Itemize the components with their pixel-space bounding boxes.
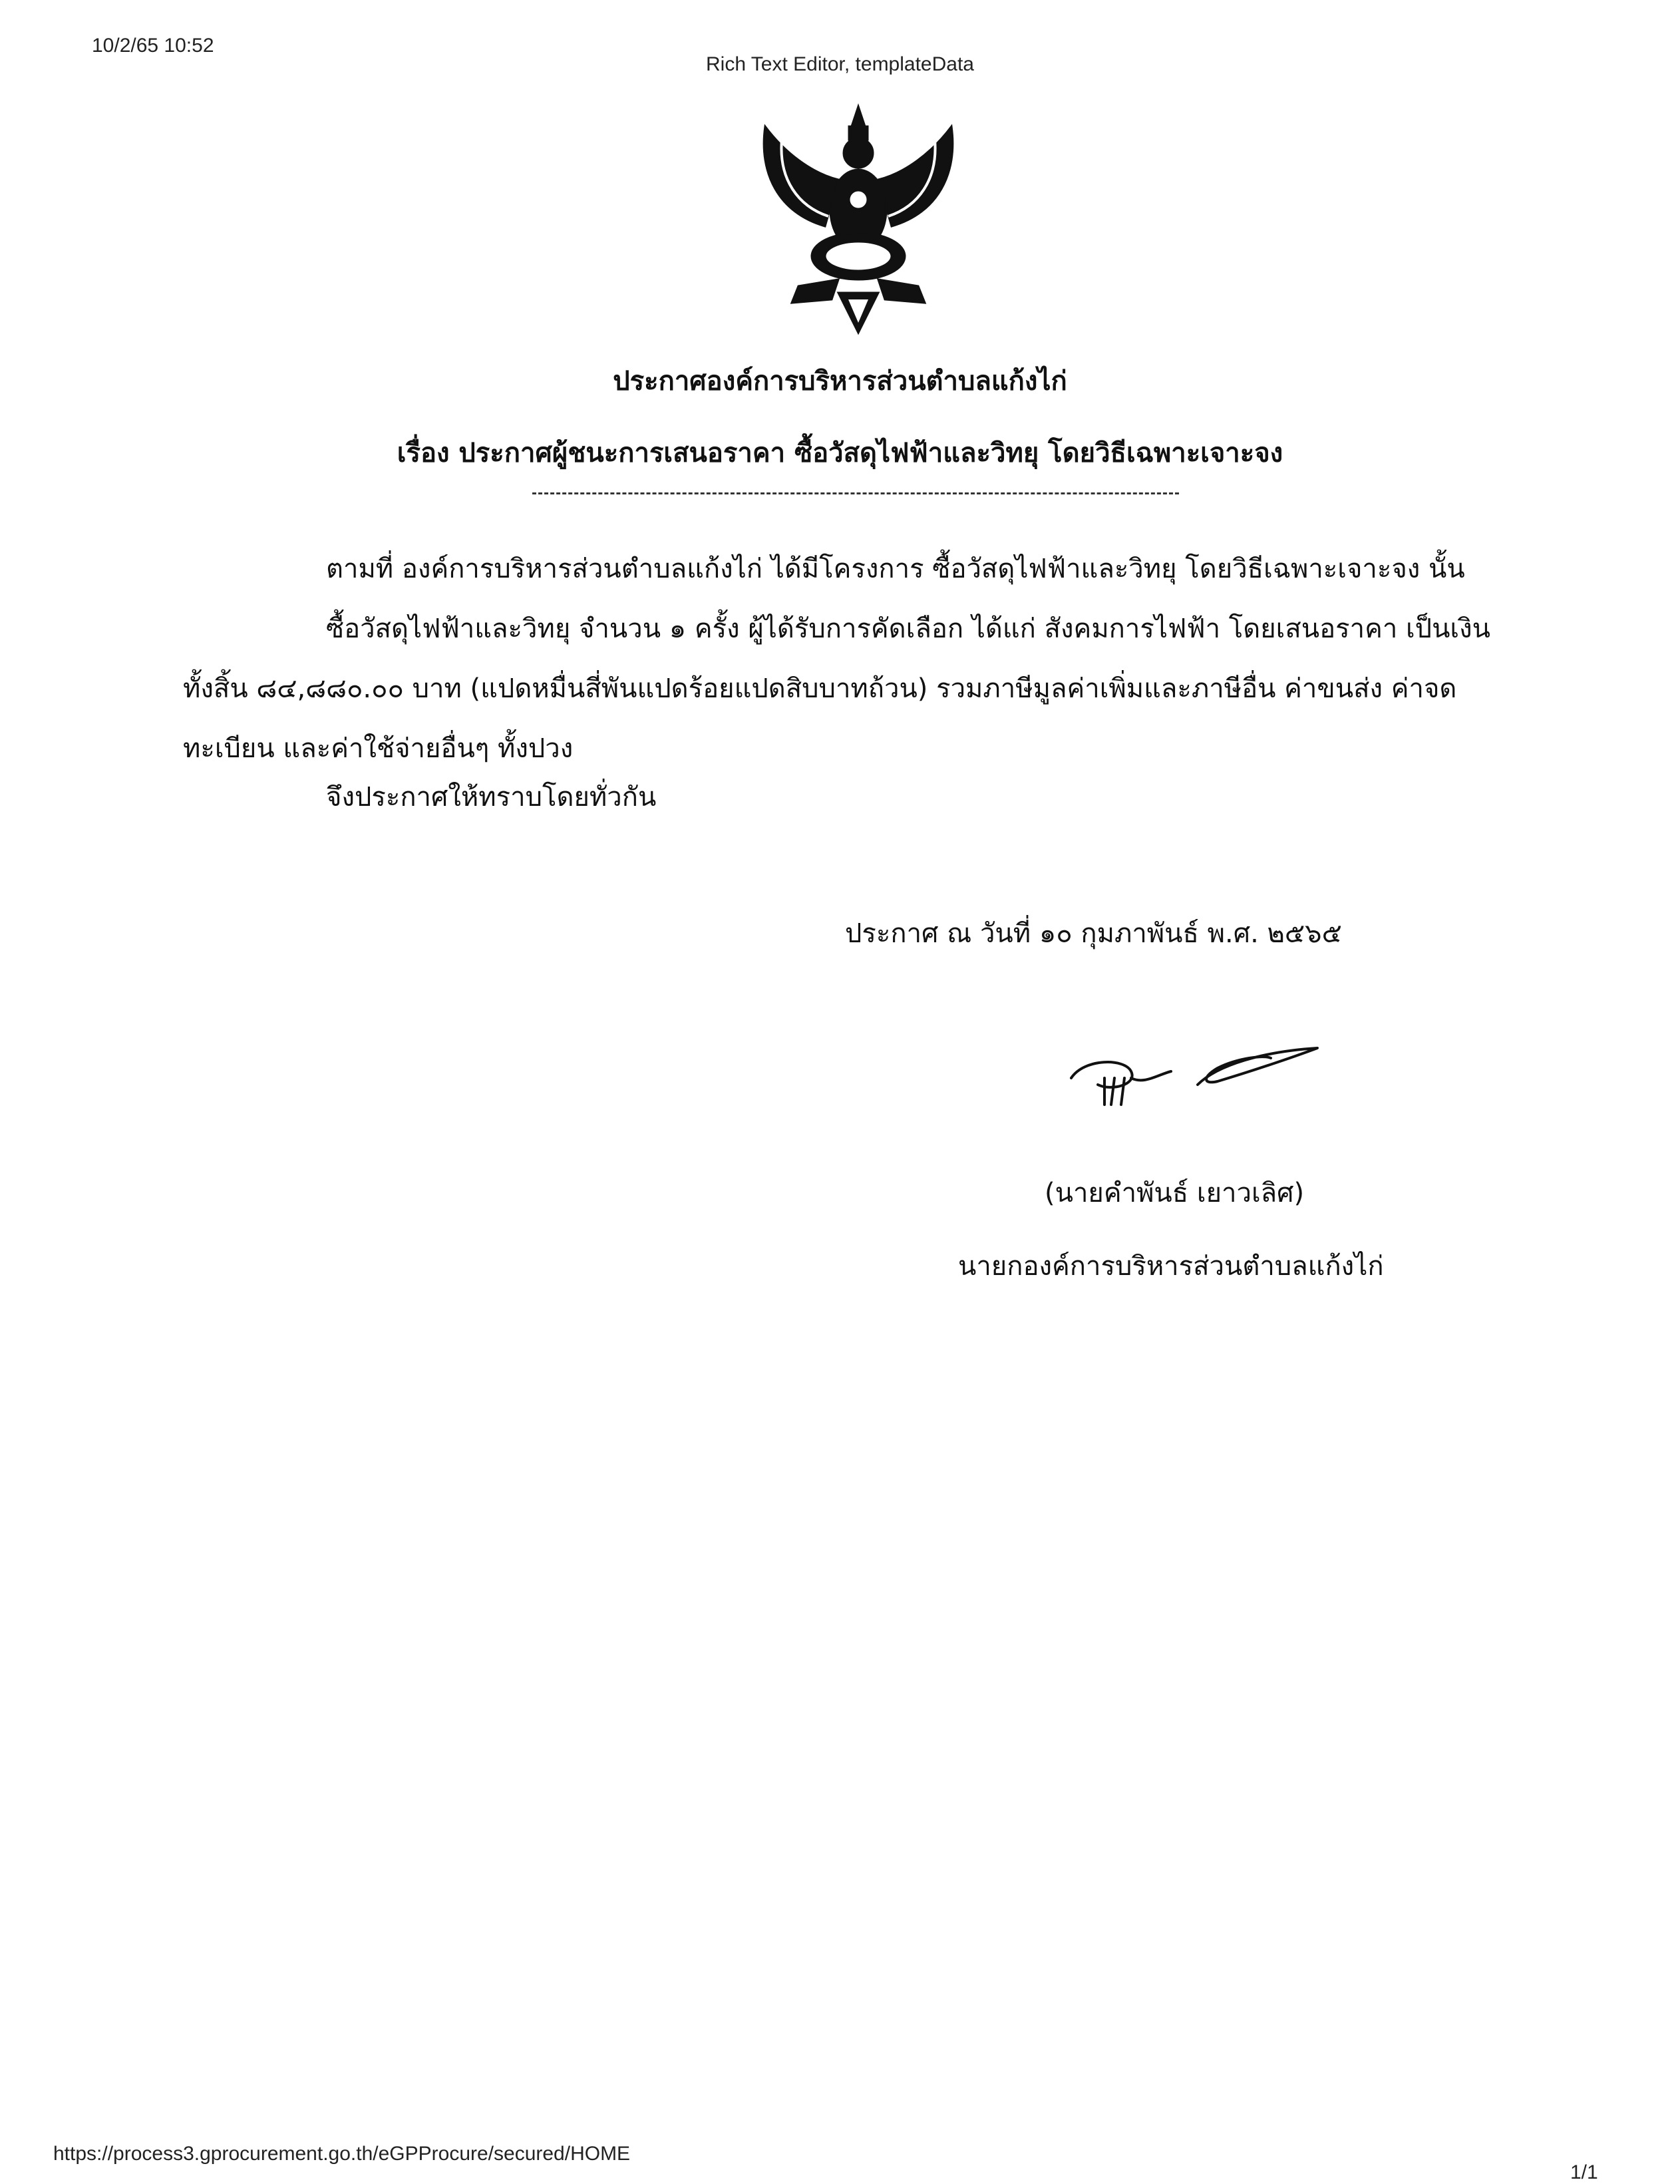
closing-line: จึงประกาศให้ทราบโดยทั่วกัน bbox=[326, 782, 657, 813]
body-line: ตามที่ องค์การบริหารส่วนตำบลแก้งไก่ ได้มีโครงการ ซื้อวัสดุไฟฟ้าและวิทยุ โดยวิธีเฉพาะเจาะจง นั้น bbox=[326, 554, 1465, 584]
print-page-title: Rich Text Editor, templateData bbox=[706, 53, 974, 75]
print-page-number: 1/1 bbox=[1570, 2161, 1598, 2183]
body-line: ซื้อวัสดุไฟฟ้าและวิทยุ จำนวน ๑ ครั้ง ผู้ได้รับการคัดเลือก ได้แก่ สังคมการไฟฟ้า โดยเสนอราคา เป็นเงิน bbox=[326, 614, 1490, 644]
announcement-date: ประกาศ ณ วันที่ ๑๐ กุมภาพันธ์ พ.ศ. ๒๕๖๕ bbox=[845, 918, 1342, 949]
print-timestamp: 10/2/65 10:52 bbox=[92, 35, 214, 57]
garuda-emblem-icon bbox=[752, 100, 965, 339]
signer-name: (นายคำพันธ์ เยาวเลิศ) bbox=[1045, 1178, 1305, 1208]
body-line: ทะเบียน และค่าใช้จ่ายอื่นๆ ทั้งปวง bbox=[183, 733, 574, 764]
signer-title: นายกองค์การบริหารส่วนตำบลแก้งไก่ bbox=[958, 1251, 1384, 1282]
handwritten-signature bbox=[1065, 1038, 1331, 1118]
print-url: https://process3.gprocurement.go.th/eGPProcure/secured/HOME bbox=[53, 2143, 631, 2165]
announcement-body bbox=[183, 539, 1500, 779]
announcement-heading: ประกาศองค์การบริหารส่วนตำบลแก้งไก่ bbox=[613, 366, 1067, 397]
heading-divider bbox=[532, 492, 1179, 494]
body-line: ทั้งสิ้น ๘๔,๘๘๐.๐๐ บาท (แปดหมื่นสี่พันแปดร้อยแปดสิบบาทถ้วน) รวมภาษีมูลค่าเพิ่มและภาษีอื่น ค่าขนส่ง ค่าจด bbox=[183, 673, 1457, 704]
announcement-subject: เรื่อง ประกาศผู้ชนะการเสนอราคา ซื้อวัสดุไฟฟ้าและวิทยุ โดยวิธีเฉพาะเจาะจง bbox=[397, 438, 1283, 468]
